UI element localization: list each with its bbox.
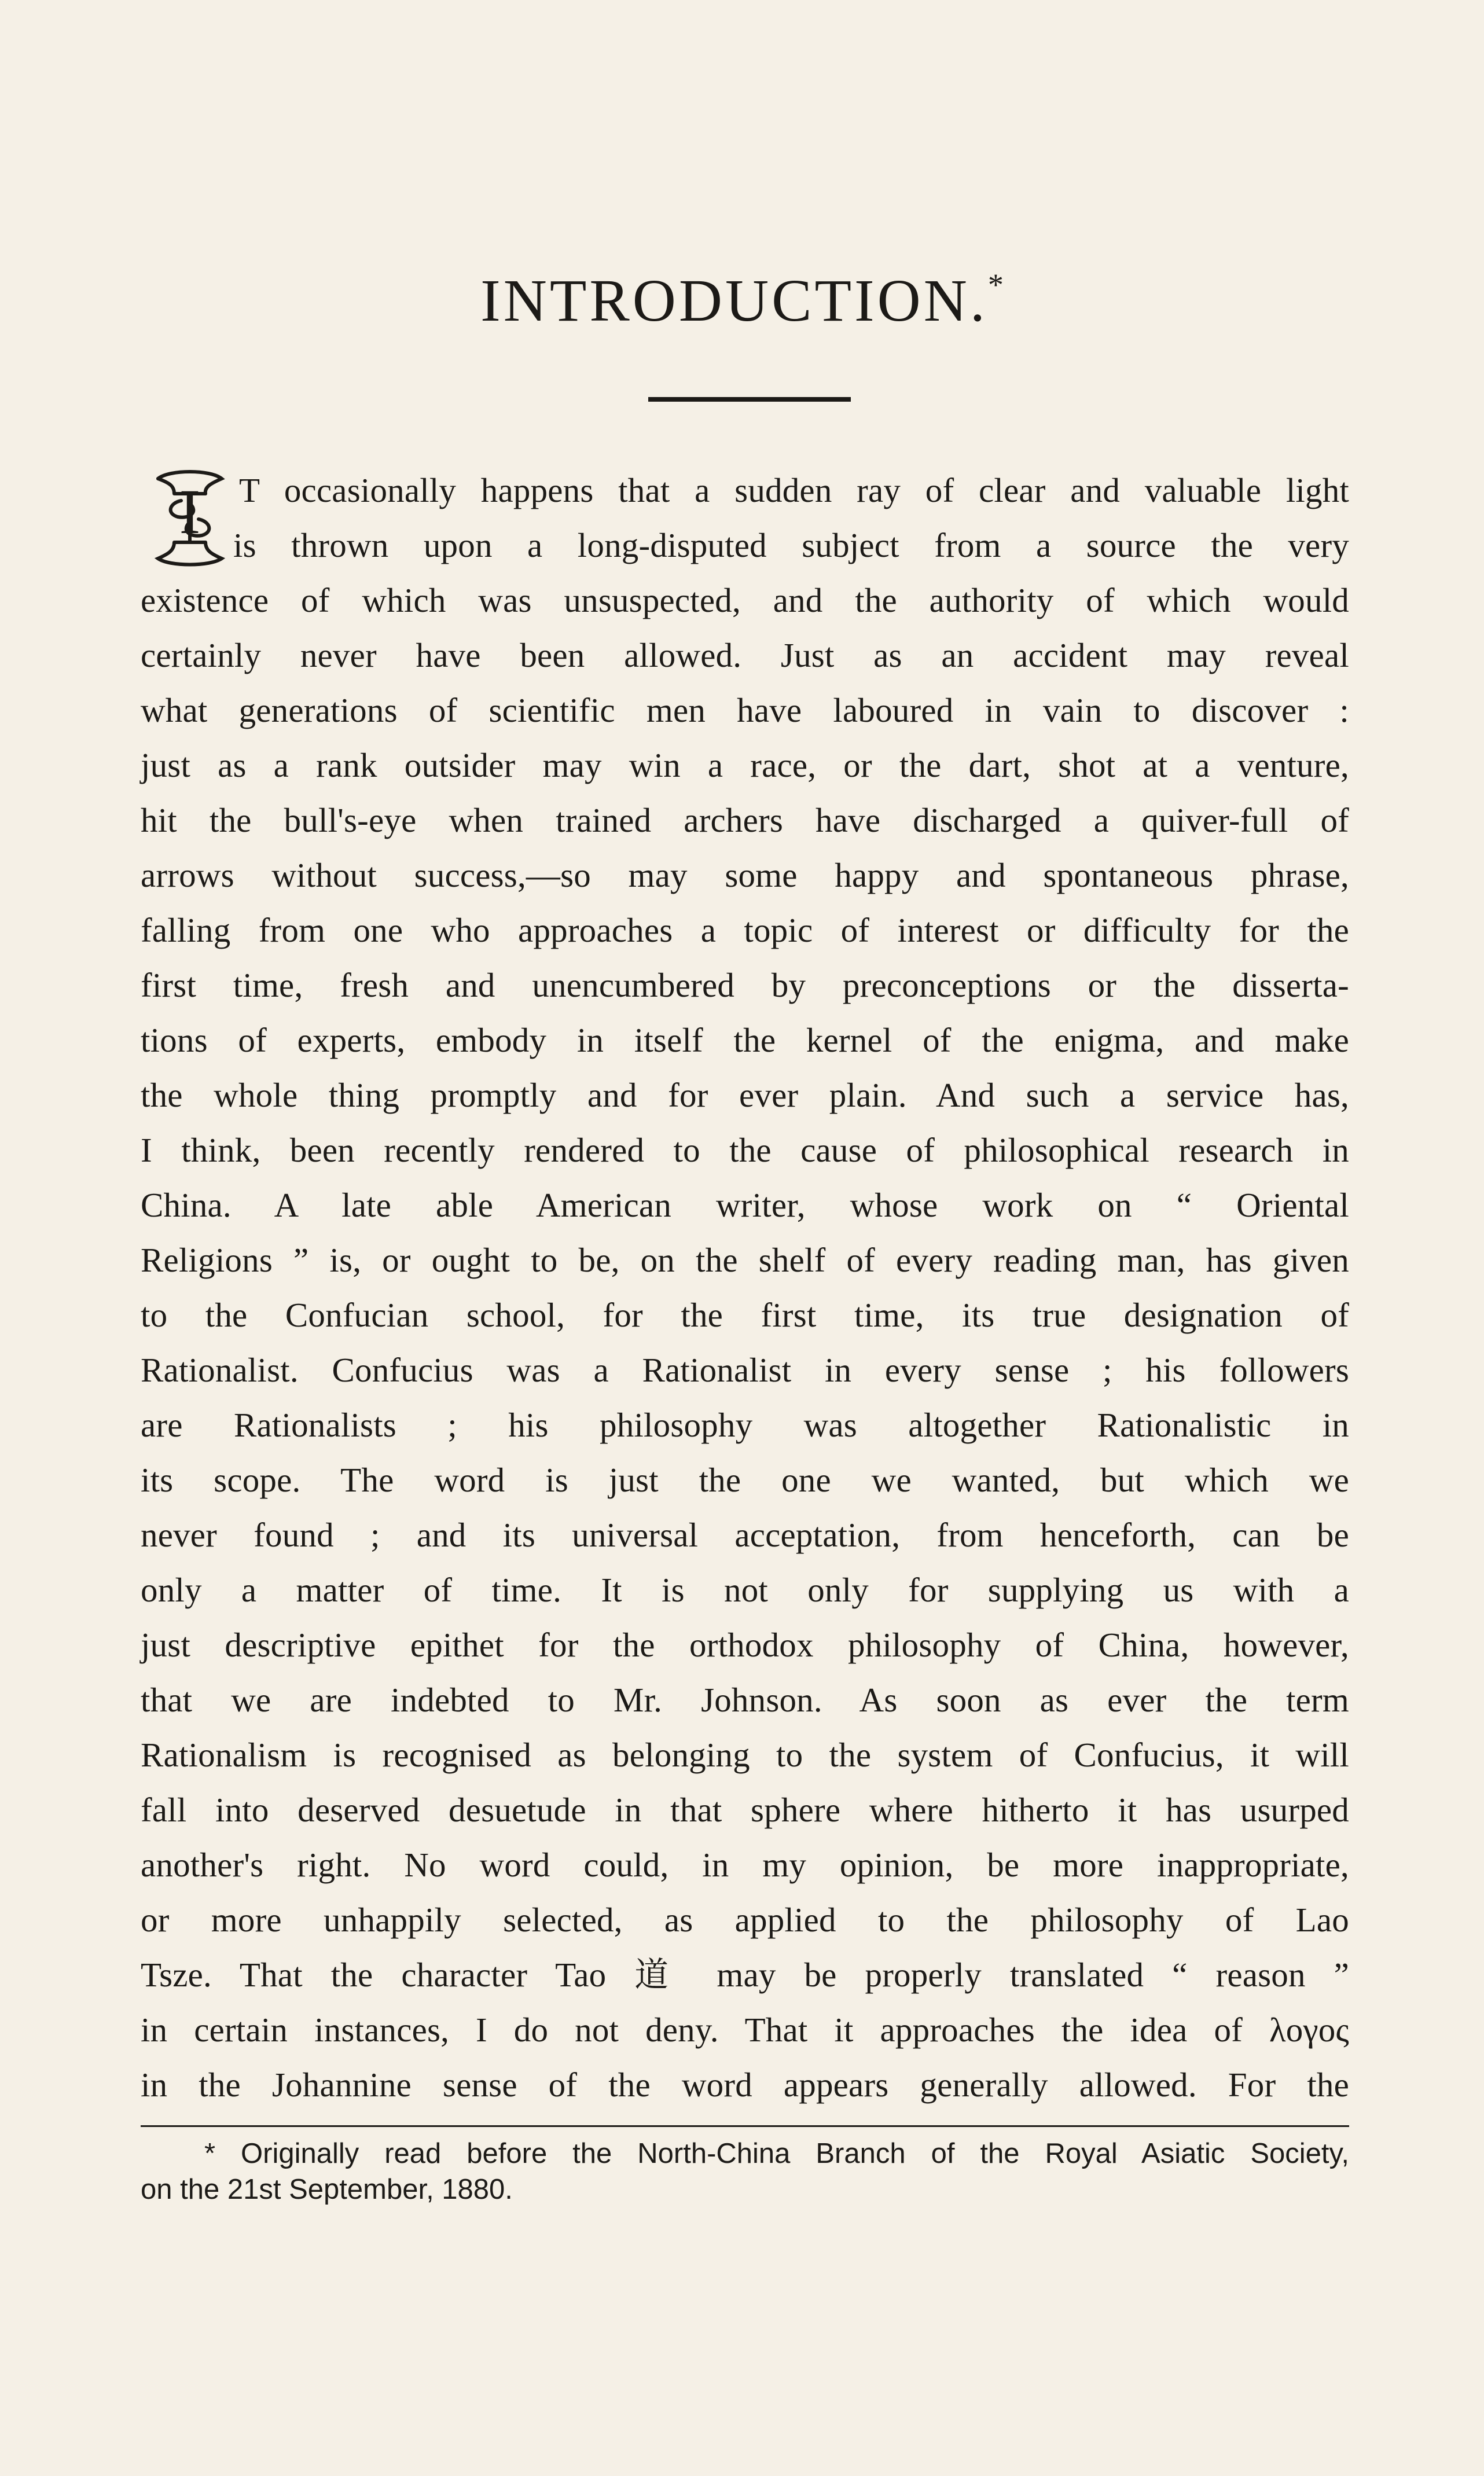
text-line: first time, fresh and unencumbered by preconceptions or the disserta-	[141, 966, 1349, 1004]
text-line: falling from one who approaches a topic of interest or difficulty for the	[141, 911, 1349, 949]
text-line: existence of which was unsuspected, and the authority of which would	[141, 581, 1349, 619]
text-line: never found ; and its universal acceptation, from henceforth, can be	[141, 1516, 1349, 1554]
text-line: tions of experts, embody in itself the kernel of the enigma, and make	[141, 1021, 1349, 1059]
text-line: Rationalism is recognised as belonging to the system of Confucius, it will	[141, 1736, 1349, 1774]
text-line: just descriptive epithet for the orthodox philosophy of China, however,	[141, 1626, 1349, 1664]
footnote-rule	[141, 2125, 1349, 2127]
text-line: in the Johannine sense of the word appears generally allowed. For the	[141, 2066, 1349, 2104]
text-line: is thrown upon a long-disputed subject from a source the very	[233, 526, 1349, 564]
text-line: the whole thing promptly and for ever plain. And such a service has,	[141, 1076, 1349, 1114]
text-line: another's right. No word could, in my opinion, be more inappropriate,	[141, 1846, 1349, 1884]
text-line: certainly never have been allowed. Just as an accident may reveal	[141, 636, 1349, 674]
footnote-marker: *	[987, 267, 1004, 302]
text-line: arrows without success,—so may some happy and spontaneous phrase,	[141, 856, 1349, 894]
text-line: what generations of scientific men have laboured in vain to discover :	[141, 691, 1349, 729]
text-line: to the Confucian school, for the first time, its true designation of	[141, 1296, 1349, 1334]
footnote-line: * Originally read before the North-China Branch of the Royal Asiatic Society,	[204, 2138, 1349, 2169]
text-line: or more unhappily selected, as applied to the philosophy of Lao	[141, 1901, 1349, 1939]
footnote-line: on the 21st September, 1880.	[141, 2174, 513, 2205]
text-line: hit the bull's-eye when trained archers have discharged a quiver-full of	[141, 801, 1349, 839]
dropcap-letter: I	[179, 476, 201, 547]
text-line: just as a rank outsider may win a race, or the dart, shot at a venture,	[141, 746, 1349, 784]
text-line: are Rationalists ; his philosophy was altogether Rationalistic in	[141, 1406, 1349, 1444]
text-line: China. A late able American writer, whose work on “ Oriental	[141, 1186, 1349, 1224]
introduction-body	[141, 463, 1349, 2113]
text-line: only a matter of time. It is not only for supplying us with a	[141, 1571, 1349, 1609]
text-line: that we are indebted to Mr. Johnson. As soon as ever the term	[141, 1681, 1349, 1719]
text-line: T occasionally happens that a sudden ray of clear and valuable light	[239, 471, 1349, 509]
text-line: I think, been recently rendered to the cause of philosophical research in	[141, 1131, 1349, 1169]
text-line: Rationalist. Confucius was a Rationalist in every sense ; his followers	[141, 1351, 1349, 1389]
chapter-title-text: INTRODUCTION.	[480, 267, 988, 334]
chapter-title	[0, 267, 1484, 334]
text-line: Tsze. That the character Tao 道 may be properly translated “ reason ”	[141, 1956, 1349, 1994]
text-line: in certain instances, I do not deny. That it approaches the idea of λoγoς	[141, 2011, 1349, 2049]
text-line: fall into deserved desuetude in that sphere where hitherto it has usurped	[141, 1791, 1349, 1829]
title-rule	[648, 397, 851, 402]
text-line: its scope. The word is just the one we wanted, but which we	[141, 1461, 1349, 1499]
text-line: Religions ” is, or ought to be, on the shelf of every reading man, has given	[141, 1241, 1349, 1279]
footnote	[141, 2136, 1349, 2207]
